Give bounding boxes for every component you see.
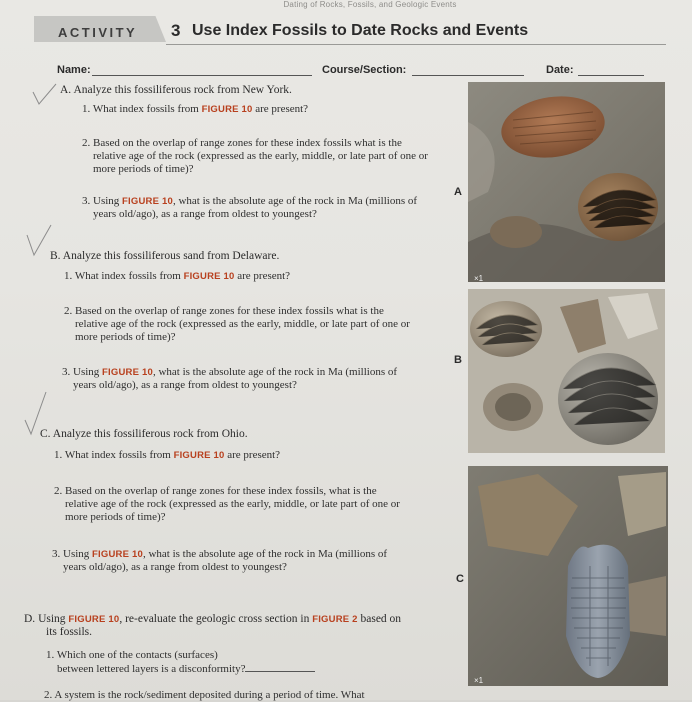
section-c-question-3: 3. Using FIGURE 10, what is the absolute age of the rock in Ma (millions of years old/ago), as a range from oldest to youngest? — [52, 548, 388, 573]
fossil-slab-c-illustration — [468, 466, 668, 686]
section-a-question-3: 3. Using FIGURE 10, what is the absolute age of the rock in Ma (millions of years old/ago), as a range from oldest to youngest? — [82, 195, 418, 220]
section-c-question-1: 1. What index fossils from FIGURE 10 are present? — [54, 449, 281, 461]
scale-label-a: ×1 — [474, 274, 484, 283]
fossil-sand-b-illustration — [468, 289, 665, 453]
pencil-check-mark — [30, 82, 60, 108]
name-field[interactable] — [92, 75, 312, 76]
date-field[interactable] — [578, 75, 644, 76]
course-field[interactable] — [412, 75, 524, 76]
section-b-intro: B. Analyze this fossiliferous sand from Delaware. — [50, 250, 280, 262]
fossil-photo-a — [468, 82, 665, 282]
section-b-question-3: 3. Using FIGURE 10, what is the absolute age of the rock in Ma (millions of years old/ago), as a range from oldest to youngest? — [62, 366, 398, 391]
section-d-question-2: 2. A system is the rock/sediment deposited during a period of time. What — [44, 689, 365, 701]
panel-label-c: C — [456, 573, 464, 585]
course-label: Course/Section: — [322, 64, 407, 76]
name-label: Name: — [57, 64, 91, 76]
activity-number: 3 — [171, 21, 181, 40]
section-d-intro: D. Using FIGURE 10, re-evaluate the geologic cross section in FIGURE 2 based on its fossils. — [24, 613, 402, 638]
section-a-question-2: 2. Based on the overlap of range zones for these index fossils what is the relative age of the rock (expressed as the early, middle, or late part of one or more periods of time)? — [82, 137, 428, 175]
activity-label: ACTIVITY — [58, 25, 138, 40]
running-header: Dating of Rocks, Fossils, and Geologic Events — [283, 0, 457, 9]
disconformity-answer-field[interactable] — [245, 662, 315, 672]
section-a-intro: A. Analyze this fossiliferous rock from New York. — [60, 84, 292, 96]
section-c-question-2: 2. Based on the overlap of range zones for these index fossils, what is the relative age of the rock (expressed as the early, middle, or late part of one or more periods of time)? — [54, 485, 400, 523]
fossil-photo-b — [468, 289, 665, 453]
panel-label-a: A — [454, 186, 462, 198]
section-b-question-1: 1. What index fossils from FIGURE 10 are present? — [64, 270, 291, 282]
date-label: Date: — [546, 64, 574, 76]
fossil-slab-a-illustration — [468, 82, 665, 282]
scale-label-c: ×1 — [474, 676, 484, 685]
section-a-question-1: 1. What index fossils from FIGURE 10 are present? — [82, 103, 309, 115]
section-d-question-1: 1. Which one of the contacts (surfaces) between lettered layers is a disconformity? — [46, 649, 406, 676]
fossil-photo-c — [468, 466, 668, 686]
title-rule — [166, 44, 666, 45]
section-c-intro: C. Analyze this fossiliferous rock from Ohio. — [40, 428, 248, 440]
section-b-question-2: 2. Based on the overlap of range zones for these index fossils what is the relative age of the rock (expressed as the early, middle, or late part of one or more periods of time)? — [64, 305, 410, 343]
activity-title: Use Index Fossils to Date Rocks and Events — [192, 22, 529, 39]
panel-label-b: B — [454, 354, 462, 366]
